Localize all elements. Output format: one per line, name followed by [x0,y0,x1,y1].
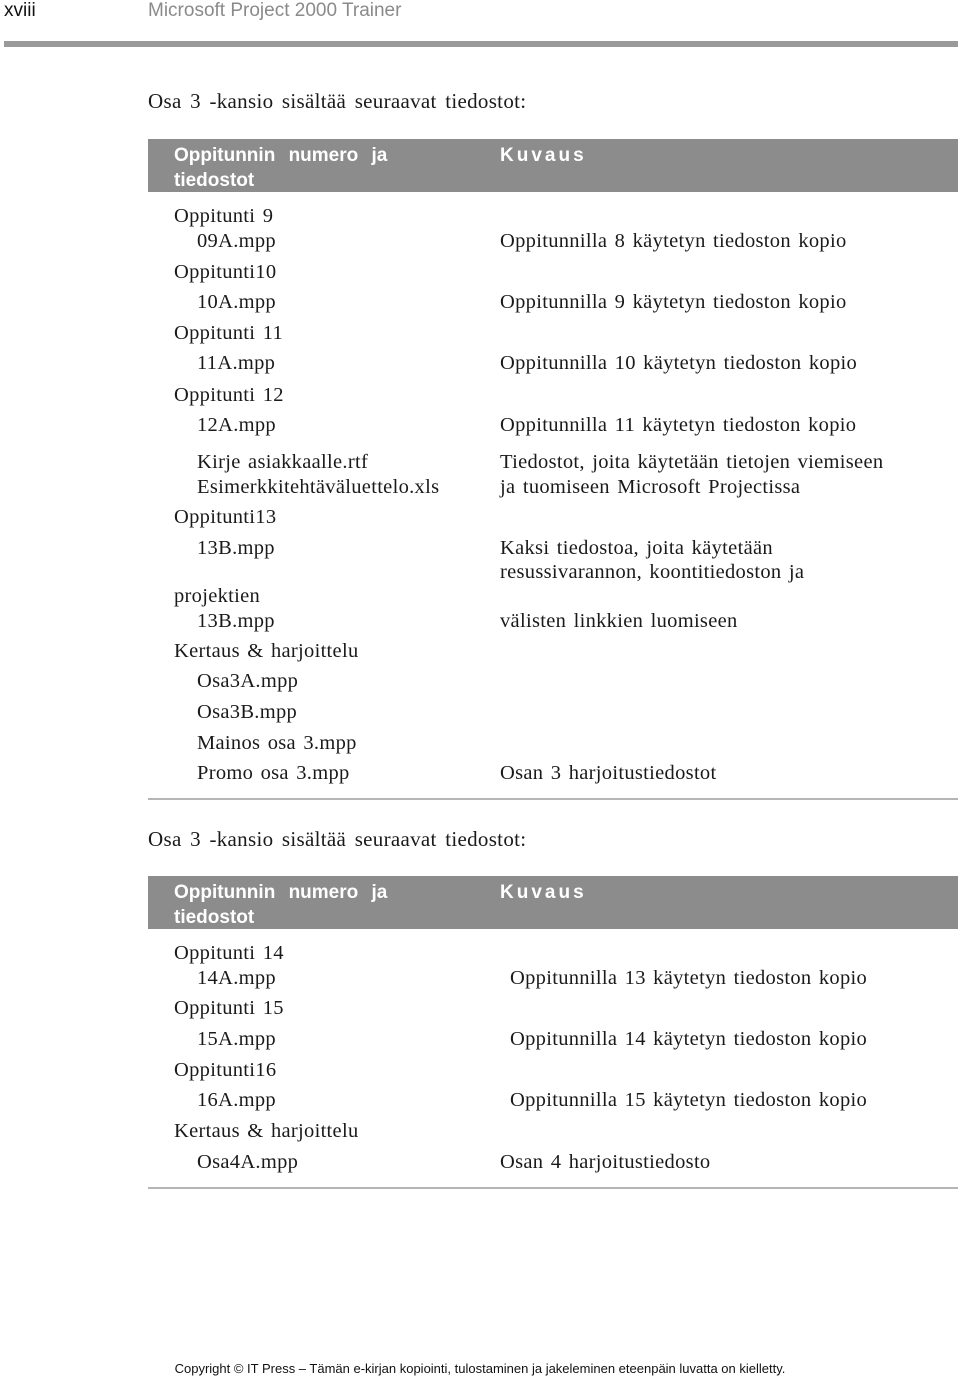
section2-bottom-rule [148,1187,958,1189]
file-name: 16A.mpp [197,1089,276,1111]
section1-bottom-rule [148,798,958,800]
file-description: Oppitunnilla 9 käytetyn tiedoston kopio [500,291,847,313]
file-name: 09A.mpp [197,230,276,252]
lesson-label: Oppitunti10 [174,261,277,283]
file-description: Osan 4 harjoitustiedosto [500,1151,711,1173]
file-name: 15A.mpp [197,1028,276,1050]
file-description: Oppitunnilla 15 käytetyn tiedoston kopio [510,1089,868,1111]
lesson-label: Oppitunti13 [174,506,277,528]
lesson-label: Oppitunti16 [174,1059,277,1081]
lesson-label: Oppitunti 15 [174,997,284,1019]
file-description: resussivarannon, koontitiedoston ja [500,561,805,583]
column-header-files: Oppitunnin numero ja tiedostot [174,145,388,191]
section1-table-header [148,139,958,192]
file-name: 14A.mpp [197,967,276,989]
lesson-label: Kertaus & harjoittelu [174,640,359,662]
file-name: Promo osa 3.mpp [197,762,350,784]
file-description: Osan 3 harjoitustiedostot [500,762,717,784]
section2-table-header [148,876,958,929]
file-name: Osa4A.mpp [197,1151,299,1173]
page-number: xviii [4,0,36,21]
section2-intro: Osa 3 -kansio sisältää seuraavat tiedostot: [148,827,527,851]
file-name: Kirje asiakkaalle.rtf [197,451,369,473]
lesson-label: Oppitunti 12 [174,384,284,406]
file-description: Tiedostot, joita käytetään tietojen viemiseen [500,451,884,473]
lesson-label: projektien [174,585,261,607]
file-description: Oppitunnilla 11 käytetyn tiedoston kopio [500,414,857,436]
file-description: Oppitunnilla 14 käytetyn tiedoston kopio [510,1028,868,1050]
book-title: Microsoft Project 2000 Trainer [148,0,402,21]
file-description: Oppitunnilla 8 käytetyn tiedoston kopio [500,230,847,252]
header-rule [4,41,958,47]
lesson-label: Oppitunti 9 [174,205,274,227]
lesson-label: Oppitunti 14 [174,942,284,964]
file-description: ja tuomiseen Microsoft Projectissa [500,476,801,498]
copyright-notice: Copyright © IT Press – Tämän e-kirjan kopiointi, tulostaminen ja jakeleminen eteenpäin luvatta on kielletty. [174,1361,786,1376]
column-header-files: Oppitunnin numero ja tiedostot [174,882,388,928]
file-name: 12A.mpp [197,414,276,436]
file-name: 13B.mpp [197,537,275,559]
file-name: Osa3B.mpp [197,701,298,723]
section1-intro: Osa 3 -kansio sisältää seuraavat tiedostot: [148,89,527,113]
file-name: 11A.mpp [197,352,276,374]
column-header-description: Kuvaus [500,145,587,166]
file-name: Osa3A.mpp [197,670,299,692]
file-name: 13B.mpp [197,610,275,632]
file-description: Oppitunnilla 13 käytetyn tiedoston kopio [510,967,868,989]
file-description: välisten linkkien luomiseen [500,610,738,632]
file-name: Esimerkkitehtäväluettelo.xls [197,476,440,498]
lesson-label: Kertaus & harjoittelu [174,1120,359,1142]
column-header-description: Kuvaus [500,882,587,903]
lesson-label: Oppitunti 11 [174,322,284,344]
file-description: Kaksi tiedostoa, joita käytetään [500,537,773,559]
file-description: Oppitunnilla 10 käytetyn tiedoston kopio [500,352,858,374]
file-name: Mainos osa 3.mpp [197,732,357,754]
file-name: 10A.mpp [197,291,276,313]
